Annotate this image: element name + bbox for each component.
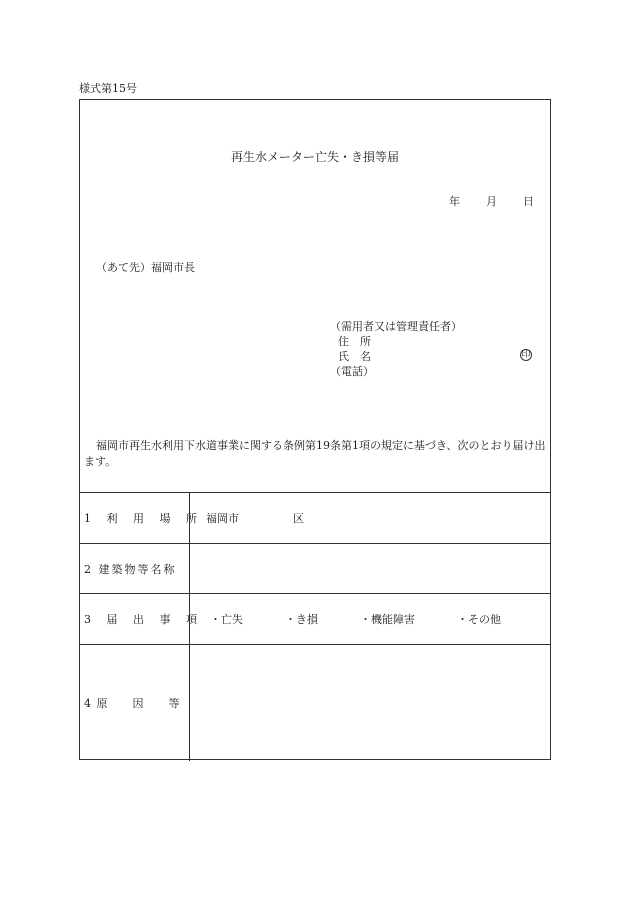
statement-text: 福岡市再生水利用下水道事業に関する条例第19条第1項の規定に基づき、次のとおり届け出ます。	[84, 439, 546, 468]
notification-items-label: 3 届 出 事 項	[80, 594, 190, 644]
usage-location-value	[190, 493, 550, 543]
form-title: 再生水メーター亡失・き損等届	[230, 150, 399, 164]
details-table	[80, 493, 550, 761]
address-label: 住 所	[338, 335, 371, 348]
applicant-block	[330, 319, 462, 379]
date-year-label: 年	[449, 195, 460, 208]
date-line	[449, 193, 534, 209]
cause-label: 4 原 因 等	[80, 645, 190, 761]
building-name-value	[190, 544, 550, 593]
usage-location-prefix: 福岡市	[206, 512, 239, 525]
option-malfunction: ・機能障害	[360, 613, 415, 626]
table-row-cause	[80, 645, 550, 761]
form-header-section	[80, 100, 550, 493]
usage-location-label: 1 利 用 場 所	[80, 493, 190, 543]
name-label: 氏 名	[338, 350, 371, 363]
table-row-notification-items	[80, 594, 550, 645]
table-row-building-name	[80, 544, 550, 594]
usage-location-suffix: 区	[293, 512, 304, 525]
building-name-label: 2 建築物等名称	[80, 544, 190, 593]
option-other: ・その他	[457, 613, 501, 626]
option-loss: ・亡失	[210, 613, 243, 626]
table-row-usage-location	[80, 493, 550, 544]
addressee: （あて先）福岡市長	[96, 261, 195, 274]
cause-value	[190, 645, 550, 761]
phone-label: （電話）	[330, 365, 374, 378]
date-day-label: 日	[523, 195, 534, 208]
form-frame	[79, 99, 551, 760]
option-damage: ・き損	[285, 613, 318, 626]
seal-mark: 印	[521, 350, 531, 360]
applicant-heading: （需用者又は管理責任者）	[330, 320, 462, 333]
notification-options	[190, 594, 550, 644]
form-number: 様式第15号	[79, 82, 137, 95]
date-month-label: 月	[486, 195, 497, 208]
